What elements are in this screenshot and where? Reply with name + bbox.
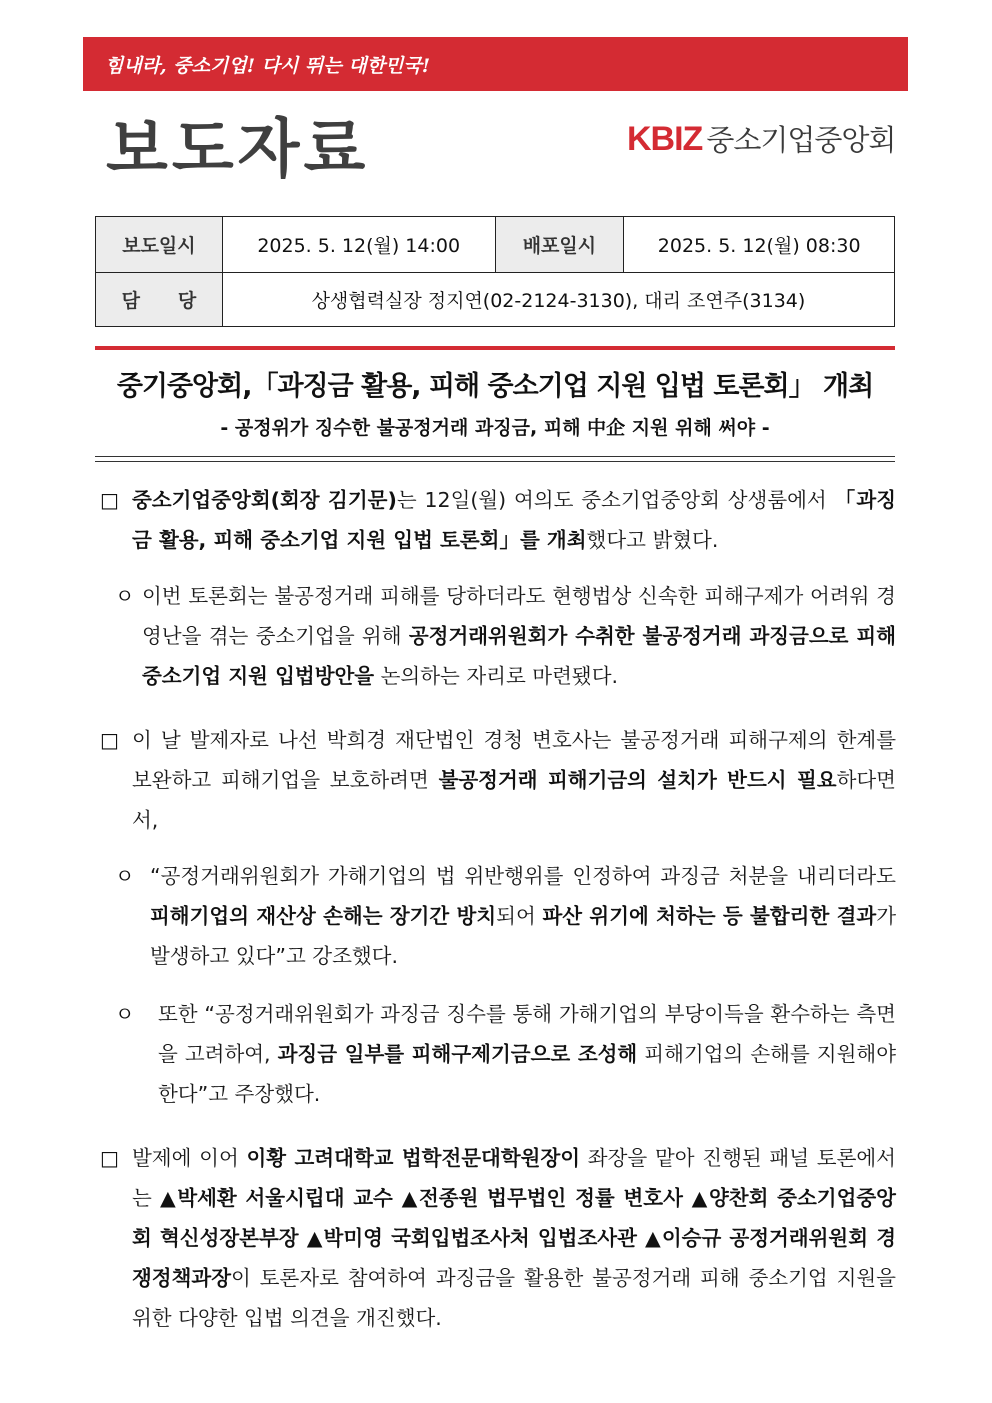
p2s1-text: “공정거래위원회가 가해기업의 법 위반행위를 인정하여 과징금 처분을 내리더라도 xyxy=(150,864,896,888)
release-info-table xyxy=(95,216,895,327)
circle-bullet-icon: ㅇ xyxy=(115,1002,135,1026)
p1s-text: 이번 토론회는 불공정거래 피해를 당하더라도 현행법상 신속한 피해구제가 어려워 경영난을 겪는 중소기업을 위해 xyxy=(142,584,896,648)
p3-text-mid: 좌장을 맡아 진행된 패널 토론에서는 xyxy=(132,1146,896,1210)
paragraph-1 xyxy=(132,480,896,560)
p2s1-text-mid: 되어 xyxy=(496,904,543,928)
p1s-text-end: 논의하는 자리로 마련됐다. xyxy=(374,664,619,688)
slogan-banner xyxy=(83,37,908,91)
paragraph-2-sub-1 xyxy=(150,856,896,976)
distribution-date-label: 배포일시 xyxy=(495,217,624,273)
circle-bullet-icon: ㅇ xyxy=(115,864,135,888)
contact-row xyxy=(96,273,895,327)
p2-text: 이 날 발제자로 나선 박희경 재단법인 경청 변호사는 불공정거래 피해구제의 한계를 보완하고 피해기업을 보호하려면 xyxy=(132,728,896,792)
subheadline: - 공정위가 징수한 불공정거래 과징금, 피해 中企 지원 위해 써야 - xyxy=(220,417,770,439)
p2s1-text-end: 가 발생하고 있다”고 강조했다. xyxy=(150,904,897,968)
paragraph-2-sub-2 xyxy=(158,994,896,1114)
distribution-date-value: 2025. 5. 12(월) 08:30 xyxy=(624,217,895,273)
p3-text-end: 이 토론자로 참여하여 과징금을 활용한 불공정거래 피해 중소기업 지원을 위한 다양한 입법 의견을 개진했다. xyxy=(132,1266,896,1330)
square-bullet-icon: □ xyxy=(100,488,119,512)
paragraph-1-sub xyxy=(142,576,896,696)
p2s1-bold-1: 피해기업의 재산상 손해는 장기간 방치 xyxy=(150,904,497,928)
paragraph-2 xyxy=(132,720,896,840)
logo-name: 중소기업중앙회 xyxy=(706,123,896,157)
p3-text: 발제에 이어 xyxy=(132,1146,247,1170)
p3-bold-moderator: 이황 고려대학교 법학전문대학원장이 xyxy=(246,1146,581,1170)
contact-value: 상생협력실장 정지연(02-2124-3130), 대리 조연주(3134) xyxy=(222,273,894,327)
p1-bold-event: 「과징금 활용, 피해 중소기업 지원 입법 토론회」를 개최 xyxy=(132,488,897,552)
square-bullet-icon: □ xyxy=(100,728,119,752)
paragraph-3 xyxy=(132,1138,896,1338)
logo-mark: KBIZ xyxy=(627,120,703,158)
report-date-label: 보도일시 xyxy=(96,217,223,273)
p1-text-end: 했다고 밝혔다. xyxy=(586,528,719,552)
p2s1-bold-2: 파산 위기에 처하는 등 불합리한 결과 xyxy=(542,904,877,928)
p2-text-end: 하다면서, xyxy=(132,768,896,832)
square-bullet-icon: □ xyxy=(100,1146,119,1170)
double-divider xyxy=(95,456,895,462)
p1-bold-org: 중소기업중앙회(회장 김기문) xyxy=(132,488,397,512)
p1-text: 는 12일(월) 여의도 중소기업중앙회 상생룸에서 xyxy=(396,488,835,512)
circle-bullet-icon: ㅇ xyxy=(115,584,135,608)
p2-bold: 불공정거래 피해기금의 설치가 반드시 필요 xyxy=(438,768,837,792)
document-type-title: 보도자료 xyxy=(106,113,370,187)
headline: 중기중앙회,「과징금 활용, 피해 중소기업 지원 입법 토론회」 개최 xyxy=(116,371,874,402)
red-divider xyxy=(95,346,895,350)
p2s2-text-end: 피해기업의 손해를 지원해야한다”고 주장했다. xyxy=(158,1042,896,1106)
p3-bold-panel: ▲박세환 서울시립대 교수 ▲전종원 법무법인 정률 변호사 ▲양찬회 중소기업중앙회 혁신성장본부장 ▲박미영 국회입법조사처 입법조사관 ▲이승규 공정거래위원회 경쟁정책과장 xyxy=(132,1186,896,1290)
p2s2-text: 또한 “공정거래위원회가 과징금 징수를 통해 가해기업의 부당이득을 환수하는 측면을 고려하여, xyxy=(158,1002,896,1066)
contact-label: 담 당 xyxy=(96,273,223,327)
slogan-text: 힘내라, 중소기업! 다시 뛰는 대한민국! xyxy=(105,55,431,77)
kbiz-logo xyxy=(627,118,895,159)
p2s2-bold: 과징금 일부를 피해구제기금으로 조성해 xyxy=(277,1042,638,1066)
p1s-bold: 공정거래위원회가 수취한 불공정거래 과징금으로 피해 중소기업 지원 입법방안을 xyxy=(142,624,896,688)
report-date-value: 2025. 5. 12(월) 14:00 xyxy=(222,217,495,273)
release-dates-row xyxy=(96,217,895,273)
